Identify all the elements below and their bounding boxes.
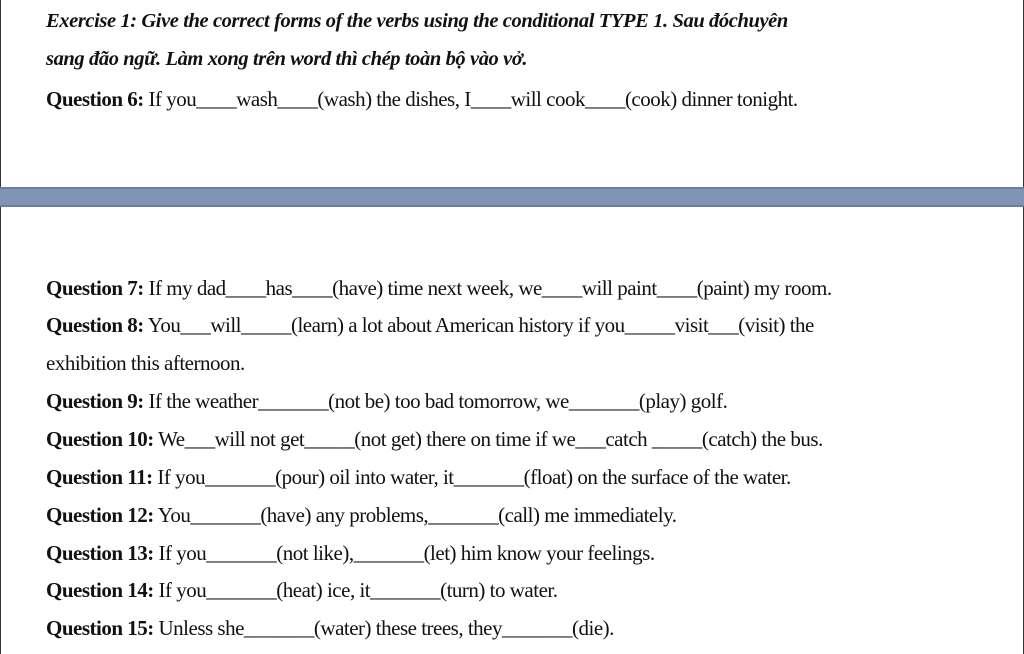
question-text: If you_______(not like),_______(let) him know your feelings. [158, 541, 655, 565]
question-label: Question 8: [46, 313, 144, 337]
question-12 [46, 502, 676, 528]
question-label: Question 11: [46, 465, 153, 489]
question-label: Question 9: [46, 389, 144, 413]
exercise-instruction-line-2: sang đão ngữ. Làm xong trên word thì chép toàn bộ vào vở. [46, 48, 528, 70]
question-14 [46, 577, 557, 603]
question-8-continuation: exhibition this afternoon. [46, 351, 245, 375]
question-text: We___will not get_____(not get) there on time if we___catch _____(catch) the bus. [158, 427, 823, 451]
question-label: Question 10: [46, 427, 154, 451]
question-label: Question 6: [46, 87, 144, 111]
question-label: Question 14: [46, 578, 154, 602]
question-text: You___will_____(learn) a lot about American history if you_____visit___(visit) the [147, 313, 814, 337]
question-text: You_______(have) any problems,_______(call) me immediately. [157, 503, 677, 527]
question-13 [46, 540, 655, 566]
question-label: Question 7: [46, 276, 144, 300]
question-11 [46, 464, 791, 490]
question-8 [46, 312, 814, 338]
question-text: Unless she_______(water) these trees, they_______(die). [158, 616, 614, 640]
exercise-instruction-line-1: Exercise 1: Give the correct forms of the verbs using the conditional TYPE 1. Sau đóchuyên [46, 10, 788, 32]
page-break-separator [0, 187, 1024, 207]
question-text: If you____wash____(wash) the dishes, I____will cook____(cook) dinner tonight. [148, 87, 798, 111]
question-text: If you_______(heat) ice, it_______(turn) to water. [158, 578, 558, 602]
question-text: If the weather_______(not be) too bad tomorrow, we_______(play) golf. [148, 389, 728, 413]
question-15 [46, 615, 614, 641]
question-text: If you_______(pour) oil into water, it_______(float) on the surface of the water. [157, 465, 791, 489]
question-9 [46, 388, 727, 414]
question-label: Question 15: [46, 616, 154, 640]
question-10 [46, 426, 823, 452]
question-text: If my dad____has____(have) time next week, we____will paint____(paint) my room. [148, 276, 832, 300]
question-label: Question 12: [46, 503, 154, 527]
question-6 [46, 86, 798, 112]
question-label: Question 13: [46, 541, 154, 565]
question-7 [46, 275, 832, 301]
